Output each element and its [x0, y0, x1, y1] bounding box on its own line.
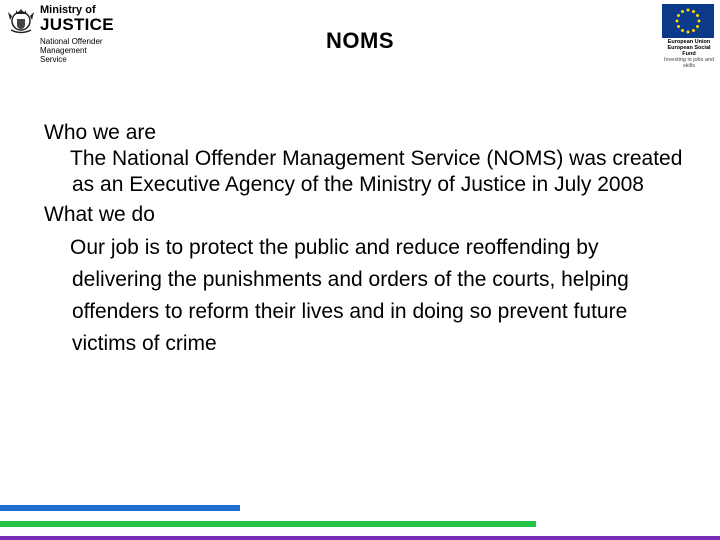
what-we-do-text: Our job is to protect the public and reduce reoffending by delivering the punishments and orders of the courts, helping offenders to reform their lives and in doing so prevent future victims of crime [70, 236, 629, 355]
moj-logo-line2: JUSTICE [40, 15, 114, 34]
eu-logo-line3: Investing in jobs and skills [663, 57, 715, 69]
eu-flag-icon [662, 4, 714, 38]
what-we-do-heading: What we do [44, 203, 155, 226]
page-title: NOMS [326, 28, 394, 53]
content-body [44, 120, 684, 360]
footer-bar-purple [0, 536, 720, 540]
footer-bar-green [0, 521, 536, 527]
who-we-are-heading: Who we are [44, 121, 157, 144]
moj-logo-line3: National Offender [40, 37, 103, 46]
footer-bar-blue [0, 505, 240, 511]
who-we-are-text: The National Offender Management Service (NOMS) was created as an Executive Agency of the Ministry of Justice in July 2008 [70, 147, 683, 196]
eu-social-fund-logo [662, 4, 716, 69]
moj-logo-line4: Management Service [40, 46, 87, 64]
eu-logo-line1: European Union [667, 39, 711, 45]
eu-logo-line2: European Social Fund [667, 45, 711, 57]
moj-logo-line1: Ministry of [40, 4, 96, 16]
